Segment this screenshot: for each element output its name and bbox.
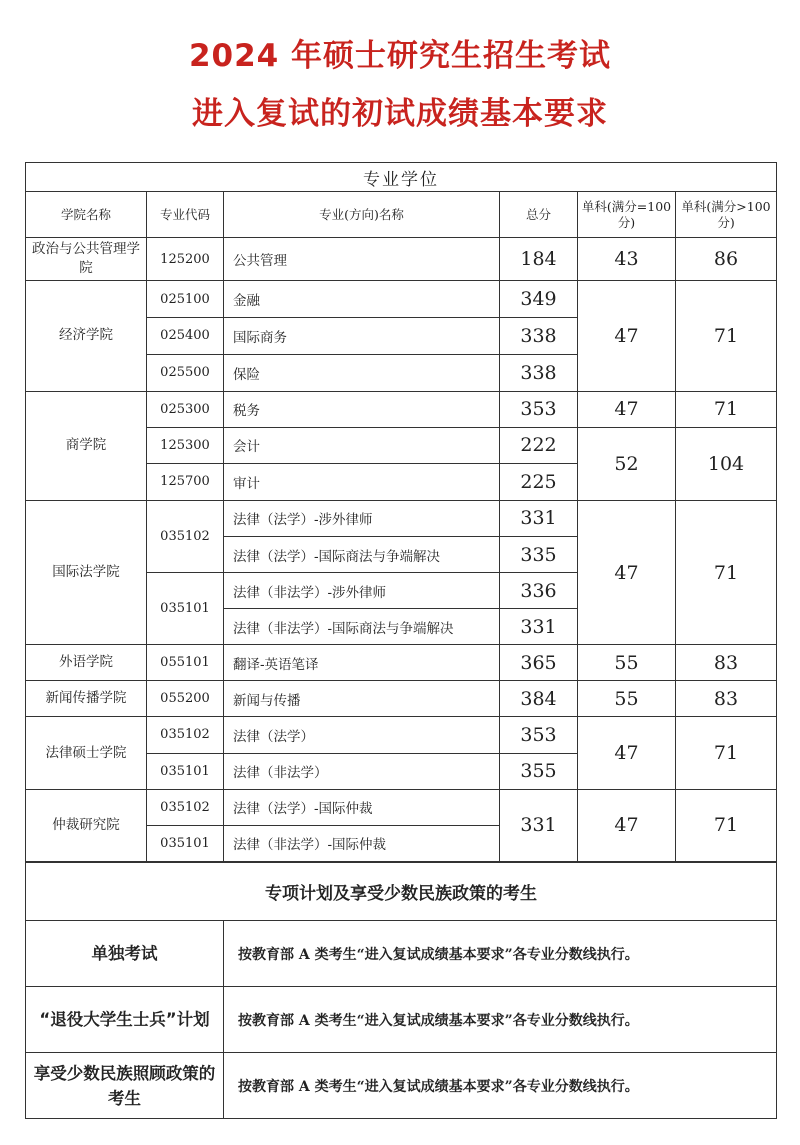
total-score: 338 xyxy=(500,318,578,354)
total-score: 184 xyxy=(500,238,578,281)
total-score: 331 xyxy=(500,609,578,645)
page-title-line-2: 进入复试的初试成绩基本要求 xyxy=(192,96,608,132)
major-name: 法律（非法学）-涉外律师 xyxy=(224,573,500,609)
header-school: 学院名称 xyxy=(26,192,147,238)
single-over-100-score: 83 xyxy=(676,645,777,681)
school-name: 外语学院 xyxy=(26,645,147,681)
single-over-100-score: 86 xyxy=(676,238,777,281)
table-row xyxy=(26,717,777,753)
major-name: 法律（法学）-国际仲裁 xyxy=(224,789,500,825)
page-title-line-1: 2024 年硕士研究生招生考试 xyxy=(188,38,612,74)
single-over-100-score: 71 xyxy=(676,717,777,789)
major-name: 保险 xyxy=(224,354,500,391)
major-name: 会计 xyxy=(224,427,500,463)
single-over-100-score: 71 xyxy=(676,281,777,391)
total-score: 355 xyxy=(500,753,578,789)
single-over-100-score: 83 xyxy=(676,681,777,717)
major-name: 金融 xyxy=(224,281,500,318)
single-100-score: 47 xyxy=(578,281,676,391)
school-name: 新闻传播学院 xyxy=(26,681,147,717)
major-code: 025500 xyxy=(147,354,224,391)
header-single-100: 单科(满分=100 分) xyxy=(578,192,676,238)
school-name: 经济学院 xyxy=(26,281,147,391)
table-row xyxy=(26,1053,777,1119)
single-100-score: 47 xyxy=(578,391,676,427)
single-100-score: 52 xyxy=(578,427,676,500)
major-name: 法律（非法学）-国际商法与争端解决 xyxy=(224,609,500,645)
major-code: 035101 xyxy=(147,573,224,645)
total-score: 331 xyxy=(500,789,578,861)
total-score: 353 xyxy=(500,717,578,753)
single-over-100-score: 104 xyxy=(676,427,777,500)
major-code: 035102 xyxy=(147,500,224,572)
single-100-score: 47 xyxy=(578,500,676,644)
special-section-title: 专项计划及享受少数民族政策的考生 xyxy=(26,863,777,921)
major-code: 035101 xyxy=(147,753,224,789)
major-code: 125200 xyxy=(147,238,224,281)
total-score: 353 xyxy=(500,391,578,427)
major-name: 法律（非法学） xyxy=(224,753,500,789)
table-row xyxy=(26,681,777,717)
header-total: 总分 xyxy=(500,192,578,238)
total-score: 349 xyxy=(500,281,578,318)
school-name: 商学院 xyxy=(26,391,147,500)
category-label: “退役大学生士兵”计划 xyxy=(26,987,224,1053)
major-name: 法律（法学）-涉外律师 xyxy=(224,500,500,536)
school-name: 法律硕士学院 xyxy=(26,717,147,789)
major-code: 125700 xyxy=(147,463,224,500)
header-code: 专业代码 xyxy=(147,192,224,238)
header-single-over-100: 单科(满分>100 分) xyxy=(676,192,777,238)
major-name: 法律（非法学）-国际仲裁 xyxy=(224,825,500,861)
major-code: 035101 xyxy=(147,825,224,861)
major-code: 125300 xyxy=(147,427,224,463)
table-row xyxy=(26,238,777,281)
category-label: 享受少数民族照顾政策的考生 xyxy=(26,1053,224,1119)
total-score: 225 xyxy=(500,463,578,500)
single-over-100-score: 71 xyxy=(676,500,777,644)
table-row xyxy=(26,281,777,318)
table-row xyxy=(26,391,777,427)
category-description: 按教育部 A 类考生“进入复试成绩基本要求”各专业分数线执行。 xyxy=(224,987,777,1053)
major-code: 055200 xyxy=(147,681,224,717)
major-code: 025100 xyxy=(147,281,224,318)
single-over-100-score: 71 xyxy=(676,789,777,861)
major-code: 055101 xyxy=(147,645,224,681)
section-title: 专业学位 xyxy=(26,163,777,192)
table-row xyxy=(26,645,777,681)
score-table xyxy=(25,162,777,862)
single-100-score: 55 xyxy=(578,681,676,717)
school-name: 仲裁研究院 xyxy=(26,789,147,861)
total-score: 365 xyxy=(500,645,578,681)
major-name: 法律（法学） xyxy=(224,717,500,753)
total-score: 222 xyxy=(500,427,578,463)
single-100-score: 47 xyxy=(578,789,676,861)
total-score: 335 xyxy=(500,536,578,572)
special-plan-table xyxy=(25,862,777,1119)
total-score: 331 xyxy=(500,500,578,536)
major-code: 035102 xyxy=(147,789,224,825)
single-100-score: 55 xyxy=(578,645,676,681)
major-name: 税务 xyxy=(224,391,500,427)
major-name: 国际商务 xyxy=(224,318,500,354)
major-code: 035102 xyxy=(147,717,224,753)
single-100-score: 43 xyxy=(578,238,676,281)
header-major: 专业(方向)名称 xyxy=(224,192,500,238)
school-name: 政治与公共管理学院 xyxy=(26,238,147,281)
total-score: 338 xyxy=(500,354,578,391)
school-name: 国际法学院 xyxy=(26,500,147,644)
major-name: 新闻与传播 xyxy=(224,681,500,717)
major-name: 翻译-英语笔译 xyxy=(224,645,500,681)
total-score: 336 xyxy=(500,573,578,609)
table-row xyxy=(26,987,777,1053)
single-over-100-score: 71 xyxy=(676,391,777,427)
major-code: 025400 xyxy=(147,318,224,354)
major-code: 025300 xyxy=(147,391,224,427)
table-row xyxy=(26,921,777,987)
category-description: 按教育部 A 类考生“进入复试成绩基本要求”各专业分数线执行。 xyxy=(224,1053,777,1119)
total-score: 384 xyxy=(500,681,578,717)
single-100-score: 47 xyxy=(578,717,676,789)
major-name: 法律（法学）-国际商法与争端解决 xyxy=(224,536,500,572)
major-name: 审计 xyxy=(224,463,500,500)
table-row xyxy=(26,789,777,825)
category-description: 按教育部 A 类考生“进入复试成绩基本要求”各专业分数线执行。 xyxy=(224,921,777,987)
category-label: 单独考试 xyxy=(26,921,224,987)
table-row xyxy=(26,500,777,536)
major-name: 公共管理 xyxy=(224,238,500,281)
